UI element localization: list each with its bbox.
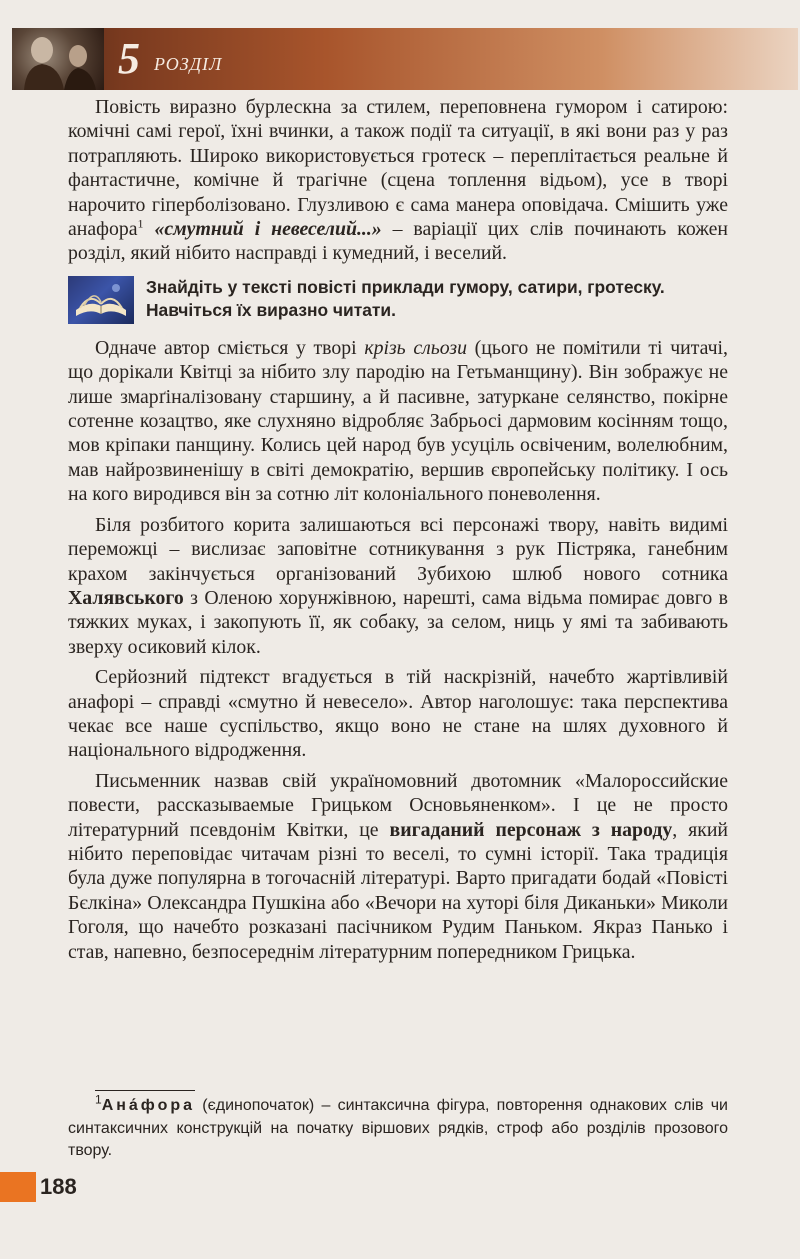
main-text (68, 95, 728, 964)
text-span: , який нібито переповідає читачам різні то веселі, то сумні історії. Така традиція була дуже популярна в тогочасній літературі. Варто пригадати бодай «Повісті Бєлкіна» Олександра Пушкіна або «Вечори на хуторі біля Диканьки» Миколи Гоголя, що начебто розказані пасічником Рудим Паньком. Якраз Панько і став, напевно, безпосереднім літературним попередником Грицька. (68, 818, 728, 963)
text-span: (цього не помітили ті читачі, що дорікали Квітці за нібито злу пародію на Гетьманщину). Він зображує не лише змарґіналізовану старшину, а й пасивне, затуркане селянство, покірне сотенне козацтво, яке слухняно відробляє Забрьосі дармовим косінням тощо, мов кріпаки панщину. Колись цей народ був усуціль освіченим, волелюбним, мав найрозвиненішу в світі демократію, вершив європейську політику. І ось на кого виродився він за сотню літ колоніального поневолення. (68, 336, 728, 506)
chapter-number: 5 (118, 34, 140, 83)
text-span (144, 218, 155, 240)
task-text: Знайдіть у тексті повісті приклади гумору, сатири, гротеску. Навчіться їх виразно читати. (146, 276, 665, 320)
footnote-marker: 1 (95, 1092, 102, 1107)
emphasis: Халявського (68, 586, 184, 609)
footnote-marker: 1 (137, 216, 144, 231)
task-box (68, 276, 728, 324)
text-span: – варіації цих слів починають кожен розділ, який нібито насправді і кумедний, і веселий. (68, 218, 728, 265)
text-span: Повість виразно бурлескна за стилем, переповнена гумором і сатирою: комічні самі герої, їхні вчинки, а також події та ситуації, в які вони раз у раз потрапляють. Широко використовується гротеск – переплітається реальне й фантастичне, комічне й трагічне (сцена топлення відьом), усе в творі нарочито гіперболізовано. Глузливою є сама манера оповідача. Смішить уже анафора (68, 96, 728, 241)
text-span: Одначе автор сміється у творі (95, 336, 365, 359)
page-tab (0, 1172, 36, 1202)
footnote-divider (95, 1090, 195, 1091)
header-illustration (12, 28, 104, 90)
paragraph-4: Серйозний підтекст вгадується в тій наскрізній, начебто жартівливій анафорі – справді «смутно й невесело». Автор наголошує: така перспектива чекає все наше суспільство, якщо воно не стане на шлях духовного й національного відродження. (68, 666, 728, 762)
emphasis: вигаданий персонаж з народу (389, 818, 673, 841)
paragraph-1 (68, 95, 728, 266)
chapter-label: РОЗДІЛ (154, 54, 223, 74)
paragraph-2 (68, 336, 728, 507)
page-number: 188 (40, 1174, 77, 1199)
book-icon (68, 276, 134, 324)
footnote (68, 1092, 728, 1163)
emphasis: крізь сльози (364, 336, 467, 359)
text-span: Біля розбитого корита залишаються всі персонажі твору, навіть видимі переможці – вислизає заповітне сотникування з рук Пістряка, ганебним крахом закінчується організований Зубихою шлюб нового сотника (68, 513, 728, 585)
chapter-header (12, 28, 798, 90)
footnote-text: (єдинопочаток) – синтаксична фігура, повторення однакових слів чи синтаксичних конструкцій на початку віршових рядків, строф або розділів прозового твору. (68, 1097, 728, 1159)
text-span: з Оленою хорунжівною, нарешті, сама відьма помирає довго в тяжких муках, і закопують її, як собаку, за селом, ниць у ямі та забивають зверху осиковий кілок. (68, 586, 728, 658)
footnote-term: Ана́фора (101, 1097, 196, 1114)
paragraph-5 (68, 769, 728, 964)
quote: «смутний і невеселий...» (154, 218, 382, 241)
paragraph-3 (68, 513, 728, 659)
text-span: Письменник назвав свій україномовний двотомник «Малороссийские повести, рассказываемые Грицьком Основьяненком». І це не просто літературний псевдонім Квітки, це (68, 769, 728, 841)
